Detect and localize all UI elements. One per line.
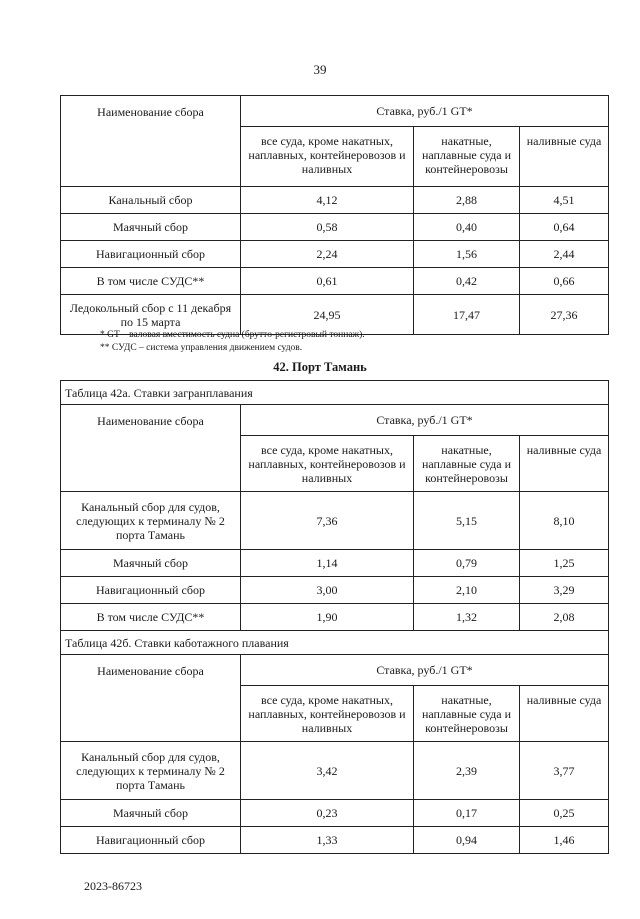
table-row: [61, 742, 609, 800]
rate-value: 0,42: [414, 268, 520, 295]
rate-value: 5,15: [414, 492, 520, 550]
table-row: [61, 550, 609, 577]
table-caption-42a: Таблица 42а. Ставки загранплавания: [61, 381, 609, 405]
fee-name: В том числе СУДС**: [61, 604, 241, 631]
column-header-rate: Ставка, руб./1 GT*: [241, 96, 609, 127]
rate-value: 0,61: [241, 268, 414, 295]
column-header-tankers: наливные суда: [520, 127, 609, 187]
table-row: [61, 577, 609, 604]
rate-value: 3,00: [241, 577, 414, 604]
section-title: 42. Порт Тамань: [273, 360, 367, 374]
fee-name: Канальный сбор для судов, следующих к терминалу № 2 порта Тамань: [61, 492, 241, 550]
table-row: [61, 214, 609, 241]
column-header-tankers: наливные суда: [520, 436, 609, 492]
rate-value: 3,42: [241, 742, 414, 800]
column-header-general-vessels: все суда, кроме накатных, наплавных, контейнеровозов и наливных: [241, 436, 414, 492]
rate-value: 3,77: [520, 742, 609, 800]
rate-value: 0,94: [414, 827, 520, 854]
rate-value: 27,36: [520, 295, 609, 335]
rate-value: 17,47: [414, 295, 520, 335]
rate-value: 2,10: [414, 577, 520, 604]
rate-value: 2,08: [520, 604, 609, 631]
rate-value: 4,12: [241, 187, 414, 214]
table-row: [61, 492, 609, 550]
column-header-roro-container: накатные, наплавные суда и контейнеровозы: [414, 436, 520, 492]
footnotes: [100, 329, 365, 355]
rate-value: 0,64: [520, 214, 609, 241]
rate-value: 1,56: [414, 241, 520, 268]
column-header-tankers: наливные суда: [520, 686, 609, 742]
column-header-name: Наименование сбора: [61, 405, 241, 492]
fee-name: Навигационный сбор: [61, 577, 241, 604]
rate-value: 2,39: [414, 742, 520, 800]
fee-name: Маячный сбор: [61, 214, 241, 241]
rate-value: 1,25: [520, 550, 609, 577]
fee-name: Маячный сбор: [61, 800, 241, 827]
table-row: [61, 800, 609, 827]
table-row: [61, 604, 609, 631]
footnote-suds: ** СУДС – система управления движением судов.: [100, 343, 303, 353]
rate-value: 3,29: [520, 577, 609, 604]
rate-value: 2,44: [520, 241, 609, 268]
rate-value: 0,25: [520, 800, 609, 827]
fee-name: В том числе СУДС**: [61, 268, 241, 295]
column-header-roro-container: накатные, наплавные суда и контейнеровозы: [414, 127, 520, 187]
rate-value: 1,32: [414, 604, 520, 631]
rate-value: 0,40: [414, 214, 520, 241]
page-number: 39: [313, 62, 327, 77]
rates-table-tamany: [60, 380, 609, 854]
table-caption-row: [61, 381, 609, 405]
table-header-row: [61, 405, 609, 436]
rate-value: 0,79: [414, 550, 520, 577]
rate-value: 1,33: [241, 827, 414, 854]
table-caption-row: [61, 631, 609, 655]
table-row: [61, 268, 609, 295]
rate-value: 1,46: [520, 827, 609, 854]
table-header-row: [61, 655, 609, 686]
rate-value: 8,10: [520, 492, 609, 550]
rate-value: 2,88: [414, 187, 520, 214]
rate-value: 1,90: [241, 604, 414, 631]
table-caption-42b: Таблица 42б. Ставки каботажного плавания: [61, 631, 609, 655]
rate-value: 2,24: [241, 241, 414, 268]
rate-value: 0,58: [241, 214, 414, 241]
rates-table-1: [60, 95, 609, 335]
fee-name: Навигационный сбор: [61, 827, 241, 854]
fee-name: Канальный сбор: [61, 187, 241, 214]
rate-value: 0,17: [414, 800, 520, 827]
rate-value: 0,66: [520, 268, 609, 295]
fee-name: Маячный сбор: [61, 550, 241, 577]
column-header-name: Наименование сбора: [61, 96, 241, 187]
footnote-gt: * GT – валовая вместимость судна (брутто-регистровый тоннаж).: [100, 330, 365, 340]
rate-value: 24,95: [241, 295, 414, 335]
rate-value: 1,14: [241, 550, 414, 577]
table-row: [61, 241, 609, 268]
fee-name: Канальный сбор для судов, следующих к терминалу № 2 порта Тамань: [61, 742, 241, 800]
fee-name: Навигационный сбор: [61, 241, 241, 268]
column-header-roro-container: накатные, наплавные суда и контейнеровозы: [414, 686, 520, 742]
column-header-general-vessels: все суда, кроме накатных, наплавных, контейнеровозов и наливных: [241, 686, 414, 742]
fee-name: Ледокольный сбор с 11 декабря по 15 марта: [61, 295, 241, 335]
table-header-row: [61, 96, 609, 127]
column-header-general-vessels: все суда, кроме накатных, наплавных, контейнеровозов и наливных: [241, 127, 414, 187]
rate-value: 4,51: [520, 187, 609, 214]
rate-value: 0,23: [241, 800, 414, 827]
column-header-rate: Ставка, руб./1 GT*: [241, 655, 609, 686]
table-row: [61, 827, 609, 854]
rate-value: 7,36: [241, 492, 414, 550]
table-row: [61, 187, 609, 214]
document-code: 2023-86723: [84, 879, 142, 893]
column-header-name: Наименование сбора: [61, 655, 241, 742]
column-header-rate: Ставка, руб./1 GT*: [241, 405, 609, 436]
